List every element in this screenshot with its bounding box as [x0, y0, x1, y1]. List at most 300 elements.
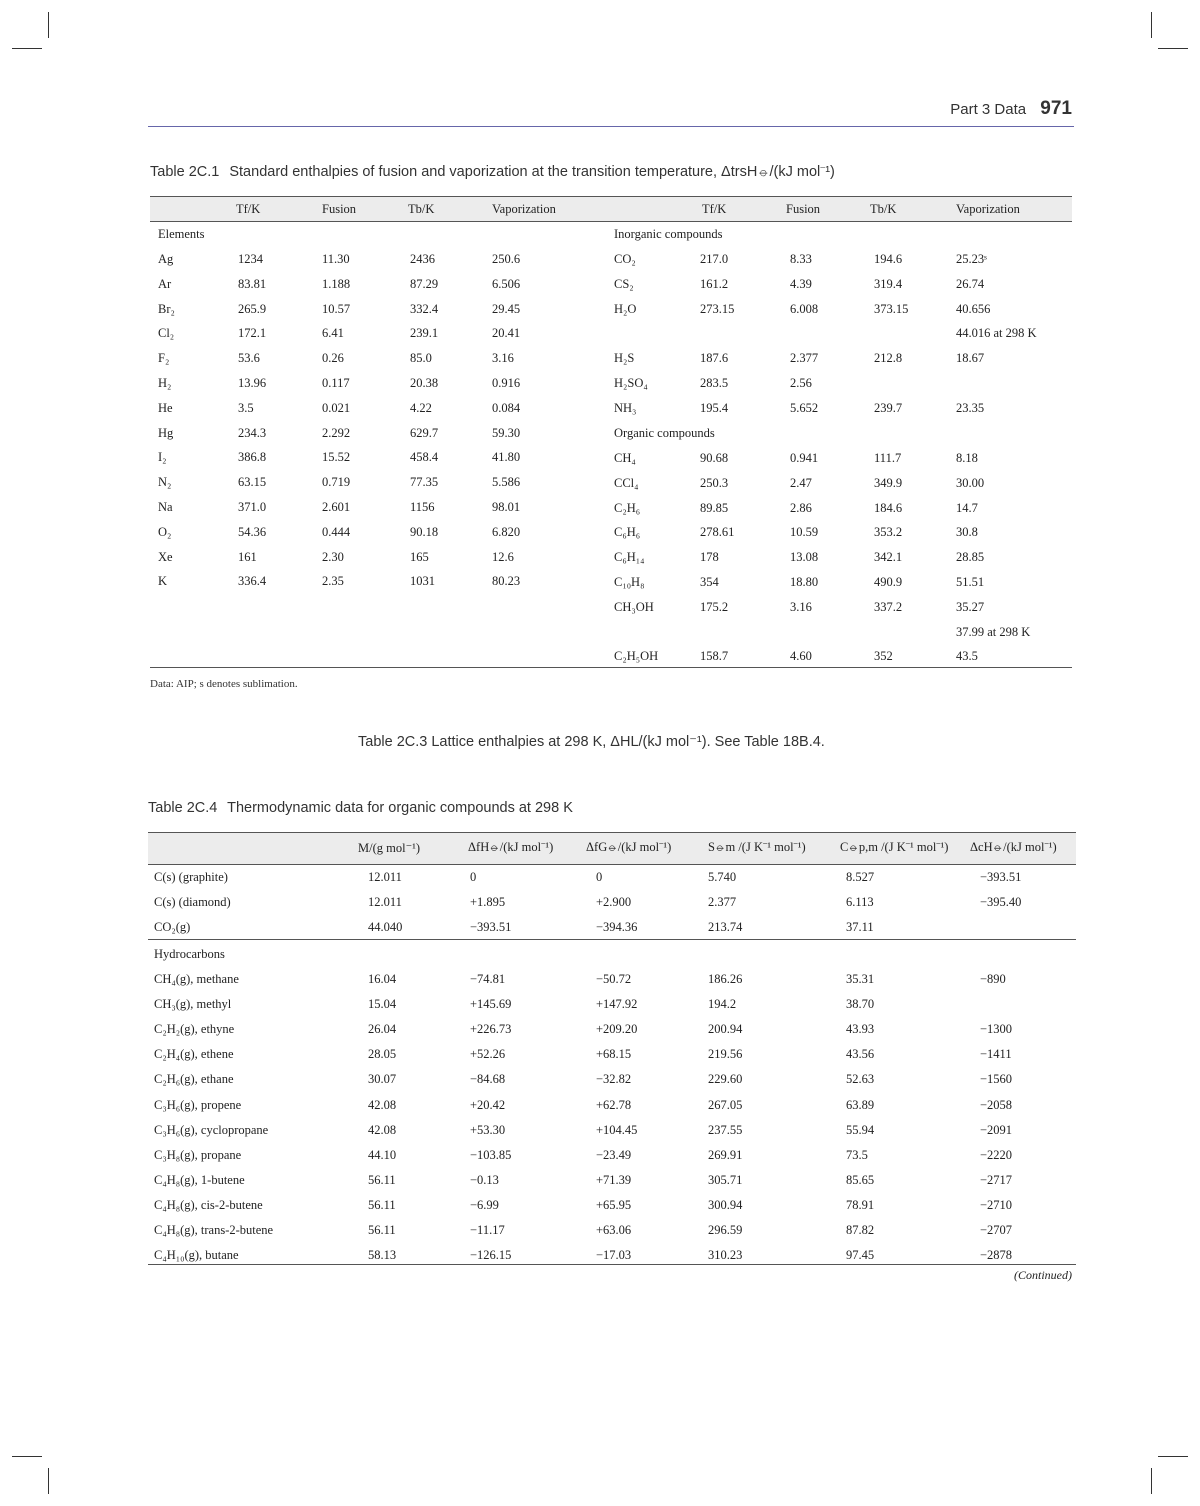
- table-cell: +147.92: [596, 997, 638, 1012]
- table-cell: 267.05: [708, 1097, 743, 1112]
- table-cell: 310.23: [708, 1248, 743, 1263]
- section-row: [148, 942, 1076, 967]
- table-cell: −2220: [980, 1147, 1013, 1162]
- row-label: CH₃OH: [614, 599, 654, 614]
- table-cell: 352: [874, 649, 893, 664]
- table-cell: 273.15: [700, 301, 735, 316]
- row-label: C₃H₆(g), cyclopropane: [154, 1122, 269, 1137]
- table-cell: 0.719: [322, 475, 351, 490]
- table-cell: 12.011: [368, 870, 402, 884]
- table-cell: 161.2: [700, 276, 729, 291]
- col-header: ΔfG⦵/(kJ mol⁻¹): [586, 840, 672, 854]
- table-row: [150, 545, 1072, 569]
- table-cell: 1156: [410, 500, 435, 514]
- row-label: C(s) (diamond): [154, 895, 231, 909]
- table-cell: 2.35: [322, 574, 344, 589]
- table-cell: 54.36: [238, 524, 267, 539]
- section-label: Organic compounds: [614, 426, 715, 440]
- table-cell: +68.15: [596, 1047, 632, 1062]
- table-row: [150, 396, 1072, 420]
- table-cell: 237.55: [708, 1122, 743, 1137]
- row-label: CH₃(g), methyl: [154, 997, 232, 1012]
- col-header: S⦵m /(J K⁻¹ mol⁻¹): [708, 840, 806, 854]
- table-cell: 296.59: [708, 1223, 743, 1237]
- table-cell: +20.42: [470, 1097, 506, 1112]
- row-label: Br₂: [158, 301, 175, 316]
- table-row: [150, 446, 1072, 470]
- table-cell: 2.56: [790, 376, 812, 390]
- table-cell: 4.22: [410, 400, 432, 415]
- table-cell: +2.900: [596, 895, 632, 909]
- table-cell: 83.81: [238, 276, 267, 291]
- table-row: [150, 595, 1072, 619]
- table-row: [148, 1017, 1076, 1042]
- table-cell: 178: [700, 550, 719, 565]
- table-cell: 38.70: [846, 997, 875, 1012]
- table-cell: 283.5: [700, 376, 729, 390]
- row-label: CS₂: [614, 276, 634, 291]
- row-label: C₄H₈(g), trans-2-butene: [154, 1223, 274, 1237]
- table-cell: 20.38: [410, 376, 439, 390]
- table-2c4: [148, 832, 1076, 1266]
- table-cell: −0.13: [470, 1172, 499, 1187]
- row-label: I₂: [158, 450, 167, 465]
- table-cell: −32.82: [596, 1072, 632, 1087]
- row-label: CO₂: [614, 252, 636, 266]
- table-cell: 44.10: [368, 1147, 397, 1162]
- table-cell: 2.30: [322, 549, 344, 564]
- table-cell: 6.008: [790, 301, 819, 316]
- table-header: [148, 832, 1076, 865]
- table-row: [150, 247, 1072, 271]
- table-cell: 29.45: [492, 301, 521, 316]
- table-cell: 43.93: [846, 1022, 875, 1037]
- table-cell: 41.80: [492, 450, 521, 465]
- table-row: [148, 1218, 1076, 1243]
- table-cell: −2878: [980, 1248, 1013, 1263]
- table-cell: −84.68: [470, 1072, 506, 1087]
- table-cell: −2710: [980, 1197, 1013, 1212]
- table-row: [148, 1067, 1076, 1092]
- table-cell: 187.6: [700, 351, 729, 366]
- table-cell: 55.94: [846, 1122, 875, 1137]
- table-cell: 175.2: [700, 599, 729, 614]
- table-cell: 73.5: [846, 1147, 868, 1162]
- table-cell: 58.13: [368, 1248, 397, 1263]
- table-cell: 213.74: [708, 920, 743, 934]
- table-cell: 6.506: [492, 276, 521, 291]
- table-cell: 161: [238, 549, 257, 564]
- table-cell: 239.7: [874, 400, 903, 415]
- table-cell: 250.3: [700, 475, 729, 490]
- table-cell: 458.4: [410, 450, 439, 465]
- table-cell: 234.3: [238, 425, 267, 440]
- table-cell: 305.71: [708, 1172, 743, 1187]
- table-cell: +71.39: [596, 1172, 632, 1187]
- table-cell: 80.23: [492, 574, 521, 589]
- table-cell: 332.4: [410, 301, 439, 316]
- row-label: H₂S: [614, 351, 635, 366]
- row-label: CH₄: [614, 451, 636, 465]
- table-cell: −395.40: [980, 895, 1022, 909]
- table-cell: 0: [470, 870, 477, 884]
- table-cell: 90.18: [410, 524, 439, 539]
- col-header: Tf/K: [236, 202, 261, 216]
- table-row: [148, 967, 1076, 992]
- row-label: C₄H₈(g), 1-butene: [154, 1172, 245, 1187]
- table-cell: 28.85: [956, 550, 985, 565]
- table-2c1-caption: [150, 164, 835, 180]
- table-cell: 354: [700, 575, 719, 589]
- table-cell: 16.04: [368, 972, 397, 986]
- row-label: NH₃: [614, 400, 637, 415]
- col-header: Vaporization: [956, 202, 1020, 216]
- running-header: [950, 98, 1072, 120]
- table-bottom-rule: [148, 1264, 1076, 1265]
- table-cell: 51.51: [956, 575, 985, 589]
- row-label: H₂SO₄: [614, 376, 648, 390]
- table-cell: 6.820: [492, 524, 521, 539]
- row-label: Xe: [158, 549, 173, 564]
- table-row: [150, 644, 1072, 668]
- row-label: C₂H₅OH: [614, 649, 659, 664]
- table-cell: 23.35: [956, 400, 985, 415]
- table-cell: 5.740: [708, 870, 737, 884]
- table-row: [150, 471, 1072, 495]
- table-cell: −2717: [980, 1172, 1013, 1187]
- table-2c4-caption: [148, 800, 573, 816]
- table-row: [150, 421, 1072, 445]
- crop-mark: [1158, 48, 1188, 49]
- table-cell: +226.73: [470, 1022, 512, 1037]
- section-label: Inorganic compounds: [614, 227, 723, 241]
- table-cell: 0.941: [790, 451, 819, 465]
- table-cell: −23.49: [596, 1147, 632, 1162]
- table-cell: 3.16: [790, 599, 812, 614]
- table-cell: 44.016 at 298 K: [956, 326, 1037, 341]
- table-cell: −394.36: [596, 920, 638, 934]
- table-cell: 18.67: [956, 351, 985, 366]
- page-number: 971: [1040, 98, 1072, 119]
- table-cell: 30.07: [368, 1072, 397, 1087]
- table-row: [150, 321, 1072, 345]
- row-label: Na: [158, 500, 173, 514]
- table-cell: 98.01: [492, 500, 521, 514]
- table-cell: −1300: [980, 1022, 1013, 1037]
- table-cell: −2707: [980, 1223, 1013, 1237]
- table-cell: −126.15: [470, 1248, 512, 1263]
- table-cell: 0: [596, 870, 603, 884]
- table-cell: 194.2: [708, 997, 737, 1012]
- table-cell: 194.6: [874, 252, 903, 266]
- table-cell: 15.04: [368, 997, 397, 1012]
- table-note: Data: AIP; s denotes sublimation.: [150, 678, 298, 690]
- table-cell: 336.4: [238, 574, 267, 589]
- col-header: Tb/K: [870, 202, 897, 216]
- row-label: C₆H₆: [614, 525, 641, 540]
- table-cell: +63.06: [596, 1223, 632, 1237]
- row-label: K: [158, 574, 168, 589]
- table-cell: 353.2: [874, 525, 903, 540]
- row-label: C(s) (graphite): [154, 870, 228, 884]
- table-cell: 35.27: [956, 599, 985, 614]
- table-cell: 78.91: [846, 1197, 875, 1212]
- table-cell: 63.89: [846, 1097, 875, 1112]
- section-row: [150, 222, 1072, 246]
- table-cell: 26.74: [956, 276, 985, 291]
- crop-mark: [1151, 1468, 1152, 1494]
- table-cell: 3.16: [492, 351, 514, 366]
- table-cell: 53.6: [238, 351, 260, 366]
- row-label: C₂H₆(g), ethane: [154, 1072, 234, 1087]
- section-label: Elements: [158, 227, 205, 241]
- table-cell: −1560: [980, 1072, 1013, 1087]
- table-cell: 14.7: [956, 500, 978, 515]
- table-cell: 165: [410, 549, 429, 564]
- row-label: Ar: [158, 276, 172, 291]
- table-cell: −6.99: [470, 1197, 499, 1212]
- table-cell: 250.6: [492, 252, 521, 266]
- table-row: [150, 570, 1072, 594]
- table-cell: 5.652: [790, 400, 819, 415]
- table-row: [150, 371, 1072, 395]
- table-cell: 8.527: [846, 870, 875, 884]
- table-cell: 28.05: [368, 1047, 397, 1062]
- table-cell: 40.656: [956, 301, 991, 316]
- table-cell: 265.9: [238, 301, 267, 316]
- table-title: Standard enthalpies of fusion and vaporization at the transition temperature, ΔtrsH⦵/(kJ mol⁻¹): [229, 164, 835, 180]
- table-cell: 2.86: [790, 500, 812, 515]
- table-cell: 6.113: [846, 895, 874, 909]
- table-cell: 2.601: [322, 500, 351, 514]
- table-cell: 219.56: [708, 1047, 743, 1062]
- table-cell: 3.5: [238, 400, 254, 415]
- row-label: H₂O: [614, 301, 637, 316]
- table-cell: 1234: [238, 252, 263, 266]
- crop-mark: [1158, 1456, 1188, 1457]
- row-label: He: [158, 400, 173, 415]
- col-header: C⦵p,m /(J K⁻¹ mol⁻¹): [840, 840, 949, 854]
- row-label: Cl₂: [158, 326, 175, 341]
- row-label: C₃H₆(g), propene: [154, 1097, 242, 1112]
- row-label: H₂: [158, 376, 172, 390]
- table-cell: 0.26: [322, 351, 344, 366]
- table-cell: 0.084: [492, 400, 521, 415]
- table-cell: 184.6: [874, 500, 903, 515]
- table-cell: 85.65: [846, 1172, 875, 1187]
- col-header: Fusion: [786, 202, 821, 216]
- table-cell: 2.377: [790, 351, 819, 366]
- row-label: C₃H₈(g), propane: [154, 1147, 242, 1162]
- table-row: [150, 496, 1072, 520]
- table-cell: 319.4: [874, 276, 903, 291]
- table-cell: 0.444: [322, 524, 351, 539]
- table-2c3-caption: Table 2C.3 Lattice enthalpies at 298 K, ΔHL/(kJ mol⁻¹). See Table 18B.4.: [358, 734, 825, 750]
- table-cell: −2091: [980, 1122, 1013, 1137]
- table-cell: 8.18: [956, 451, 978, 465]
- table-cell: 2.47: [790, 475, 812, 490]
- table-cell: 8.33: [790, 252, 812, 266]
- table-cell: 0.117: [322, 376, 350, 390]
- table-cell: −393.51: [980, 870, 1022, 884]
- table-cell: 10.59: [790, 525, 819, 540]
- table-cell: −103.85: [470, 1147, 512, 1162]
- table-cell: 56.11: [368, 1172, 396, 1187]
- row-label: C₁₀H₈: [614, 575, 645, 589]
- row-label: CO₂(g): [154, 920, 191, 934]
- row-label: C₂H₄(g), ethene: [154, 1047, 234, 1062]
- table-cell: −17.03: [596, 1248, 632, 1263]
- table-cell: 13.08: [790, 550, 819, 565]
- table-cell: 342.1: [874, 550, 903, 565]
- row-label: CCl₄: [614, 475, 639, 490]
- table-cell: 349.9: [874, 475, 903, 490]
- table-cell: 37.11: [846, 920, 874, 934]
- table-cell: 59.30: [492, 425, 521, 440]
- table-cell: 43.56: [846, 1047, 875, 1062]
- table-cell: 490.9: [874, 575, 903, 589]
- table-cell: 373.15: [874, 301, 909, 316]
- table-cell: 217.0: [700, 252, 729, 266]
- table-cell: +209.20: [596, 1022, 638, 1037]
- row-label: C₂H₂(g), ethyne: [154, 1022, 235, 1037]
- row-label: C₄H₈(g), cis-2-butene: [154, 1197, 263, 1212]
- table-cell: 63.15: [238, 475, 267, 490]
- col-header: Vaporization: [492, 202, 556, 216]
- table-cell: −11.17: [470, 1223, 505, 1237]
- table-cell: 0.916: [492, 376, 521, 390]
- table-cell: 77.35: [410, 475, 439, 490]
- table-cell: 5.586: [492, 475, 521, 490]
- row-label: CH₄(g), methane: [154, 972, 239, 986]
- table-row: [148, 1042, 1076, 1067]
- table-cell: 158.7: [700, 649, 729, 664]
- table-row: [148, 1193, 1076, 1218]
- table-cell: 0.021: [322, 400, 351, 415]
- table-cell: 18.80: [790, 575, 819, 589]
- table-row: [148, 1143, 1076, 1168]
- table-cell: 13.96: [238, 376, 267, 390]
- table-row: [148, 1118, 1076, 1143]
- table-header: [150, 196, 1072, 222]
- table-row: [150, 520, 1072, 544]
- table-cell: +65.95: [596, 1197, 632, 1212]
- table-2c1: [150, 196, 1072, 668]
- table-cell: 6.41: [322, 326, 344, 341]
- row-label: F₂: [158, 351, 170, 366]
- col-header: ΔfH⦵/(kJ mol⁻¹): [468, 840, 554, 854]
- table-cell: 212.8: [874, 351, 903, 366]
- crop-mark: [48, 12, 49, 38]
- table-cell: +145.69: [470, 997, 512, 1012]
- table-cell: +52.26: [470, 1047, 506, 1062]
- section-label: Hydrocarbons: [154, 947, 225, 961]
- table-cell: 11.30: [322, 252, 350, 266]
- table-cell: −2058: [980, 1097, 1013, 1112]
- continued-label: (Continued): [1014, 1268, 1072, 1282]
- table-cell: −1411: [980, 1047, 1012, 1062]
- table-cell: 37.99 at 298 K: [956, 624, 1031, 639]
- table-cell: 42.08: [368, 1097, 397, 1112]
- table-cell: 1031: [410, 574, 435, 589]
- table-cell: 97.45: [846, 1248, 875, 1263]
- table-row: [148, 915, 1076, 940]
- row-label: C₂H₆: [614, 500, 641, 515]
- col-header: Tb/K: [408, 202, 435, 216]
- table-cell: 12.6: [492, 549, 514, 564]
- table-cell: 20.41: [492, 326, 521, 341]
- table-cell: 43.5: [956, 649, 978, 664]
- table-row: [148, 1093, 1076, 1118]
- table-cell: 42.08: [368, 1122, 397, 1137]
- table-cell: 87.29: [410, 276, 439, 291]
- section-title: Part 3 Data: [950, 101, 1027, 118]
- table-cell: −393.51: [470, 920, 512, 934]
- table-cell: 629.7: [410, 425, 439, 440]
- table-cell: +1.895: [470, 895, 506, 909]
- table-cell: 15.52: [322, 450, 351, 465]
- table-cell: 44.040: [368, 920, 403, 934]
- table-cell: −74.81: [470, 972, 506, 986]
- table-cell: 2.377: [708, 895, 737, 909]
- table-cell: 30.8: [956, 525, 978, 540]
- crop-mark: [12, 1456, 42, 1457]
- crop-mark: [1151, 12, 1152, 38]
- table-section-rule: [148, 939, 1076, 940]
- table-cell: −890: [980, 972, 1006, 986]
- table-cell: 4.39: [790, 276, 812, 291]
- row-label: C₄H₁₀(g), butane: [154, 1248, 239, 1263]
- table-cell: 56.11: [368, 1223, 396, 1237]
- header-rule: [148, 126, 1074, 127]
- table-cell: 56.11: [368, 1197, 396, 1212]
- crop-mark: [12, 48, 42, 49]
- table-cell: 85.0: [410, 351, 432, 366]
- crop-mark: [48, 1468, 49, 1494]
- table-cell: 186.26: [708, 972, 743, 986]
- table-cell: 239.1: [410, 326, 439, 341]
- table-cell: 26.04: [368, 1022, 397, 1037]
- row-label: Ag: [158, 252, 174, 266]
- table-cell: +53.30: [470, 1122, 506, 1137]
- table-cell: 30.00: [956, 475, 985, 490]
- table-bottom-rule: [150, 667, 1072, 668]
- table-cell: 2436: [410, 252, 435, 266]
- table-cell: 172.1: [238, 326, 267, 341]
- table-cell: 12.011: [368, 895, 402, 909]
- table-cell: +62.78: [596, 1097, 632, 1112]
- table-cell: 2.292: [322, 425, 351, 440]
- table-row: [148, 1168, 1076, 1193]
- table-cell: −50.72: [596, 972, 632, 986]
- table-cell: 278.61: [700, 525, 735, 540]
- table-title: Thermodynamic data for organic compounds at 298 K: [227, 800, 573, 816]
- table-label: Table 2C.4: [148, 800, 218, 816]
- table-cell: 371.0: [238, 500, 267, 514]
- table-cell: 200.94: [708, 1022, 743, 1037]
- table-cell: 229.60: [708, 1072, 743, 1087]
- table-cell: 195.4: [700, 400, 729, 415]
- table-cell: 337.2: [874, 599, 903, 614]
- table-row: [148, 992, 1076, 1017]
- col-header: M/(g mol⁻¹): [358, 841, 421, 855]
- table-row: [148, 890, 1076, 915]
- table-cell: 25.23ˢ: [956, 252, 987, 266]
- table-cell: 4.60: [790, 649, 812, 664]
- table-row: [150, 346, 1072, 370]
- table-label: Table 2C.1: [150, 164, 220, 180]
- row-label: O₂: [158, 524, 172, 539]
